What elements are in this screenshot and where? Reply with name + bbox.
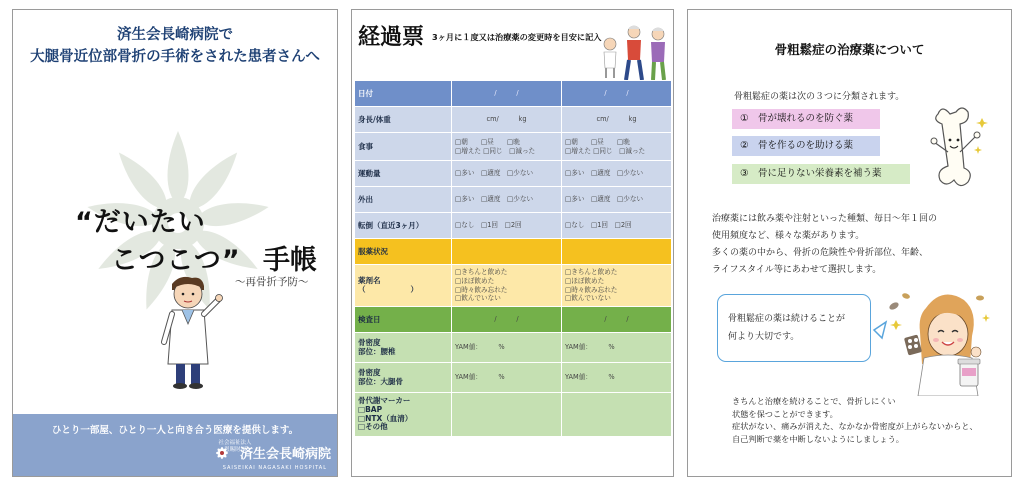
bmd-femur-cell[interactable]: YAM値： % <box>562 363 672 393</box>
bone-markers-cell[interactable] <box>562 393 672 437</box>
height-weight-cell[interactable]: cm/ kg <box>452 107 562 133</box>
meals-cell[interactable]: □朝 □昼 □晩 □増えた □同じ □減った <box>452 133 562 161</box>
cover-org-english: SAISEIKAI NAGASAKI HOSPITAL <box>222 465 327 471</box>
row-label-outings: 外出 <box>355 187 452 213</box>
outings-cell[interactable]: □多い □適度 □少ない <box>452 187 562 213</box>
row-label-bone-markers: 骨代謝マーカー □BAP □NTX（血清） □その他 <box>355 393 452 437</box>
table-row <box>355 265 672 307</box>
cover-page <box>12 9 338 477</box>
table-row <box>355 133 672 161</box>
drug-category-2: ② 骨を作るのを助ける薬 <box>732 136 880 156</box>
record-sheet-page <box>351 9 674 477</box>
exercise-cell[interactable]: □多い □適度 □少ない <box>452 161 562 187</box>
cover-org-name: 済生会長崎病院 <box>239 447 331 462</box>
row-label-medication-status: 服薬状況 <box>355 239 452 265</box>
record-table <box>354 80 672 437</box>
info-paragraph-line: 多くの薬の中から、骨折の危険性や骨折部位、年齢、 <box>712 248 929 258</box>
info-paragraph-line: ライフスタイル等にあわせて選択します。 <box>712 265 882 275</box>
drug-category-1: ① 骨が壊れるのを防ぐ薬 <box>732 109 880 129</box>
drug-category-3: ③ 骨に足りない栄養素を補う薬 <box>732 164 910 184</box>
exam-date-cell[interactable]: / / <box>562 307 672 333</box>
exercise-cell[interactable]: □多い □適度 □少ない <box>562 161 672 187</box>
bmd-femur-cell[interactable]: YAM値： % <box>452 363 562 393</box>
info-footer-line: 自己判断で薬を中断しないようにしましょう。 <box>732 433 904 444</box>
cover-org-small: 社会福祉法人 恩賜財団 <box>218 440 252 453</box>
record-header <box>352 10 673 82</box>
bmd-lumbar-cell[interactable]: YAM値： % <box>562 333 672 363</box>
row-label-date: 日付 <box>355 81 452 107</box>
table-row <box>355 239 672 265</box>
row-label-exercise: 運動量 <box>355 161 452 187</box>
adherence-cell[interactable]: □きちんと飲めた □ほぼ飲めた □時々飲み忘れた □飲んでいない <box>452 265 562 307</box>
info-title: 骨粗鬆症の治療薬について <box>774 42 925 57</box>
row-label-meals: 食事 <box>355 133 452 161</box>
table-row <box>355 307 672 333</box>
row-label-bmd-femur: 骨密度 部位：大腿骨 <box>355 363 452 393</box>
medication-info-page <box>687 9 1012 477</box>
info-footer-line: 状態を保つことができます。 <box>732 408 838 419</box>
row-label-height-weight: 身長/体重 <box>355 107 452 133</box>
medication-status-cell <box>562 239 672 265</box>
speech-bubble-text <box>728 310 845 346</box>
doctor-illustration-icon <box>158 272 228 390</box>
date-cell[interactable]: / / <box>452 81 562 107</box>
pharmacist-illustration-icon <box>872 286 998 396</box>
table-row <box>355 363 672 393</box>
info-footer <box>732 395 978 445</box>
cover-band-text: ひとり一部屋、ひとり一人と向き合う医療を提供します。 <box>51 425 299 436</box>
speech-bubble-line: 何より大切です。 <box>728 332 800 342</box>
cover-main-title-line2: こつこつ” <box>111 245 241 276</box>
bmd-lumbar-cell[interactable]: YAM値： % <box>452 333 562 363</box>
cover-title-line1: 済生会長崎病院で <box>117 27 233 43</box>
info-footer-line: きちんと治療を続けることで、骨折しにくい <box>732 396 896 406</box>
meals-cell[interactable]: □朝 □昼 □晩 □増えた □同じ □減った <box>562 133 672 161</box>
info-footer-line: 症状がない、痛みが消えた、なかなか骨密度が上がらないからと、 <box>732 421 978 431</box>
cover-main-title-line1: “だいたい <box>75 207 206 238</box>
row-label-drug-name: 薬剤名 （ ） <box>355 265 452 307</box>
falls-cell[interactable]: □なし □1回 □2回 <box>452 213 562 239</box>
record-subtitle: 3ヶ月に１度又は治療薬の変更時を目安に記入 <box>432 32 602 42</box>
bone-character-icon <box>930 106 992 194</box>
info-intro: 骨粗鬆症の薬は次の３つに分類されます。 <box>734 92 905 102</box>
table-row <box>355 393 672 437</box>
speech-bubble <box>717 294 871 362</box>
table-row <box>355 213 672 239</box>
height-weight-cell[interactable]: cm/ kg <box>562 107 672 133</box>
info-paragraph-line: 使用頻度など、様々な薬があります。 <box>712 231 865 241</box>
cover-main-title-line3: 手帳 <box>263 245 317 276</box>
cover-title <box>13 24 337 68</box>
cover-footer-band <box>13 414 337 476</box>
cover-subtitle: ～再骨折予防～ <box>235 276 309 288</box>
info-paragraph-line: 治療薬には飲み薬や注射といった種類、毎日〜年１回の <box>712 214 938 224</box>
table-row <box>355 161 672 187</box>
exam-date-cell[interactable]: / / <box>452 307 562 333</box>
date-cell[interactable]: / / <box>562 81 672 107</box>
falls-cell[interactable]: □なし □1回 □2回 <box>562 213 672 239</box>
table-row <box>355 187 672 213</box>
outings-cell[interactable]: □多い □適度 □少ない <box>562 187 672 213</box>
table-row <box>355 333 672 363</box>
speech-bubble-line: 骨粗鬆症の薬は続けることが <box>728 314 846 324</box>
medication-status-cell <box>452 239 562 265</box>
bone-markers-cell[interactable] <box>452 393 562 437</box>
row-label-exam-date: 検査日 <box>355 307 452 333</box>
cover-title-line2: 大腿骨近位部骨折の手術をされた患者さんへ <box>30 49 320 65</box>
table-row <box>355 107 672 133</box>
record-title: 経過票 <box>358 25 425 50</box>
row-label-bmd-lumbar: 骨密度 部位：腰椎 <box>355 333 452 363</box>
family-illustration-icon <box>598 22 672 84</box>
table-row <box>355 81 672 107</box>
row-label-falls: 転倒（直近3ヶ月） <box>355 213 452 239</box>
info-paragraph <box>712 211 937 279</box>
adherence-cell[interactable]: □きちんと飲めた □ほぼ飲めた □時々飲み忘れた □飲んでいない <box>562 265 672 307</box>
